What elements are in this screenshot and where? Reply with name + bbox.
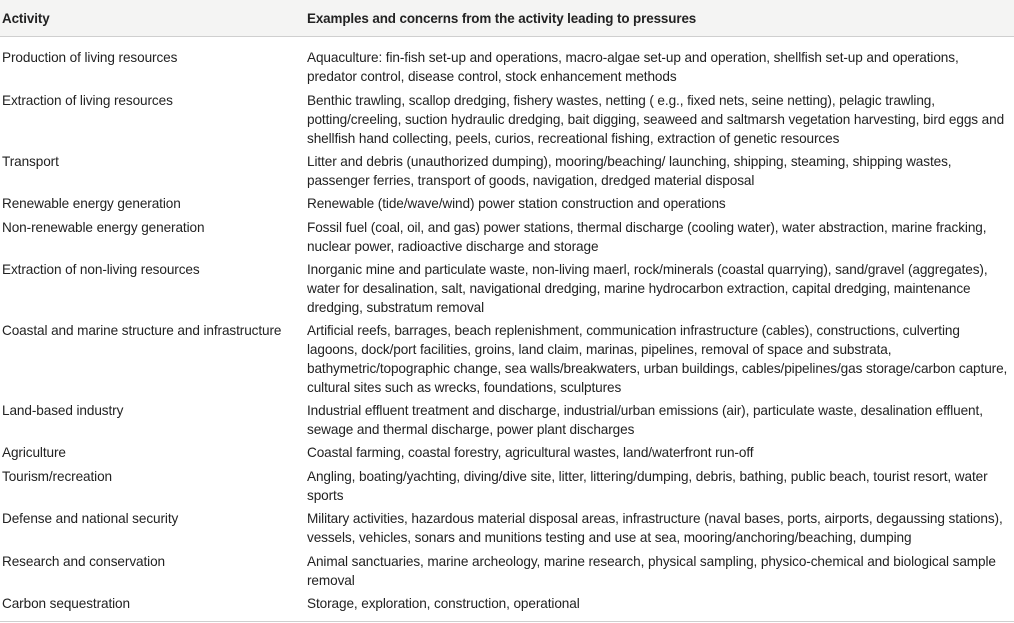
row-10-activity: Tourism/recreation bbox=[2, 469, 113, 484]
row-3-examples: Litter and debris (unauthorized dumping), mooring/beaching/ launching, shipping, steaming, shipping wastes, passenger ferries, transport of goods, navigation, dredged material disposal bbox=[307, 154, 952, 188]
row-12-examples: Animal sanctuaries, marine archeology, marine research, physical sampling, physico-chemical and biological sample removal bbox=[307, 554, 996, 588]
header-activity: Activity bbox=[2, 11, 50, 26]
row-6-activity: Extraction of non-living resources bbox=[2, 262, 200, 277]
row-5-examples: Fossil fuel (coal, oil, and gas) power stations, thermal discharge (cooling water), water abstraction, marine fracking, nuclear power, radioactive discharge and storage bbox=[307, 220, 987, 254]
row-8-examples: Industrial effluent treatment and discharge, industrial/urban emissions (air), particulate waste, desalination effluent, sewage and thermal discharge, power plant discharges bbox=[307, 403, 983, 437]
row-7-activity: Coastal and marine structure and infrastructure bbox=[2, 323, 282, 338]
row-2-examples: Benthic trawling, scallop dredging, fishery wastes, netting ( e.g., fixed nets, seine netting), pelagic trawling, potting/creeling, suction hydraulic dredging, bait digging, seaweed and saltmarsh vegetation harvesting, bird eggs and shellfish hand collecting, peels, curios, recreational fishing, extraction of genetic resources bbox=[307, 93, 1005, 146]
row-9-activity: Agriculture bbox=[2, 445, 66, 460]
row-9-examples: Coastal farming, coastal forestry, agricultural wastes, land/waterfront run-off bbox=[307, 445, 754, 460]
row-13-examples: Storage, exploration, construction, operational bbox=[307, 596, 580, 611]
header-divider bbox=[0, 36, 1014, 37]
row-11-examples: Military activities, hazardous material disposal areas, infrastructure (naval bases, ports, airports, degaussing stations), vessels, vehicles, sonars and munitions testing and use at sea, mooring/anchoring/beaching, dumping bbox=[307, 511, 1003, 545]
row-13-activity: Carbon sequestration bbox=[2, 596, 130, 611]
row-1-activity: Production of living resources bbox=[2, 50, 178, 65]
row-5-activity: Non-renewable energy generation bbox=[2, 220, 205, 235]
row-4-examples: Renewable (tide/wave/wind) power station construction and operations bbox=[307, 196, 726, 211]
row-1-examples: Aquaculture: fin-fish set-up and operations, macro-algae set-up and operation, shellfish set-up and operations, predator control, disease control, stock enhancement methods bbox=[307, 50, 959, 84]
row-2-activity: Extraction of living resources bbox=[2, 93, 173, 108]
row-11-activity: Defense and national security bbox=[2, 511, 179, 526]
row-8-activity: Land-based industry bbox=[2, 403, 124, 418]
row-4-activity: Renewable energy generation bbox=[2, 196, 181, 211]
row-10-examples: Angling, boating/yachting, diving/dive site, litter, littering/dumping, debris, bathing, public beach, tourist resort, water sports bbox=[307, 469, 988, 503]
row-3-activity: Transport bbox=[2, 154, 59, 169]
table-bottom-rule bbox=[0, 621, 1014, 622]
header-examples: Examples and concerns from the activity leading to pressures bbox=[307, 11, 697, 26]
row-7-examples: Artificial reefs, barrages, beach replenishment, communication infrastructure (cables), constructions, culverting lagoons, dock/port facilities, groins, land claim, marinas, pipelines, removal of space and substrata, bathymetric/topographic change, sea walls/breakwaters, urban buildings, cables/pipelines/gas storage/carbon capture, cultural sites such as wrecks, foundations, sculptures bbox=[307, 323, 1008, 395]
row-6-examples: Inorganic mine and particulate waste, non-living maerl, rock/minerals (coastal quarrying), sand/gravel (aggregates), water for desalination, salt, navigational dredging, marine hydrocarbon extraction, capital dredging, maintenance dredging, substratum removal bbox=[307, 262, 988, 315]
row-12-activity: Research and conservation bbox=[2, 554, 165, 569]
